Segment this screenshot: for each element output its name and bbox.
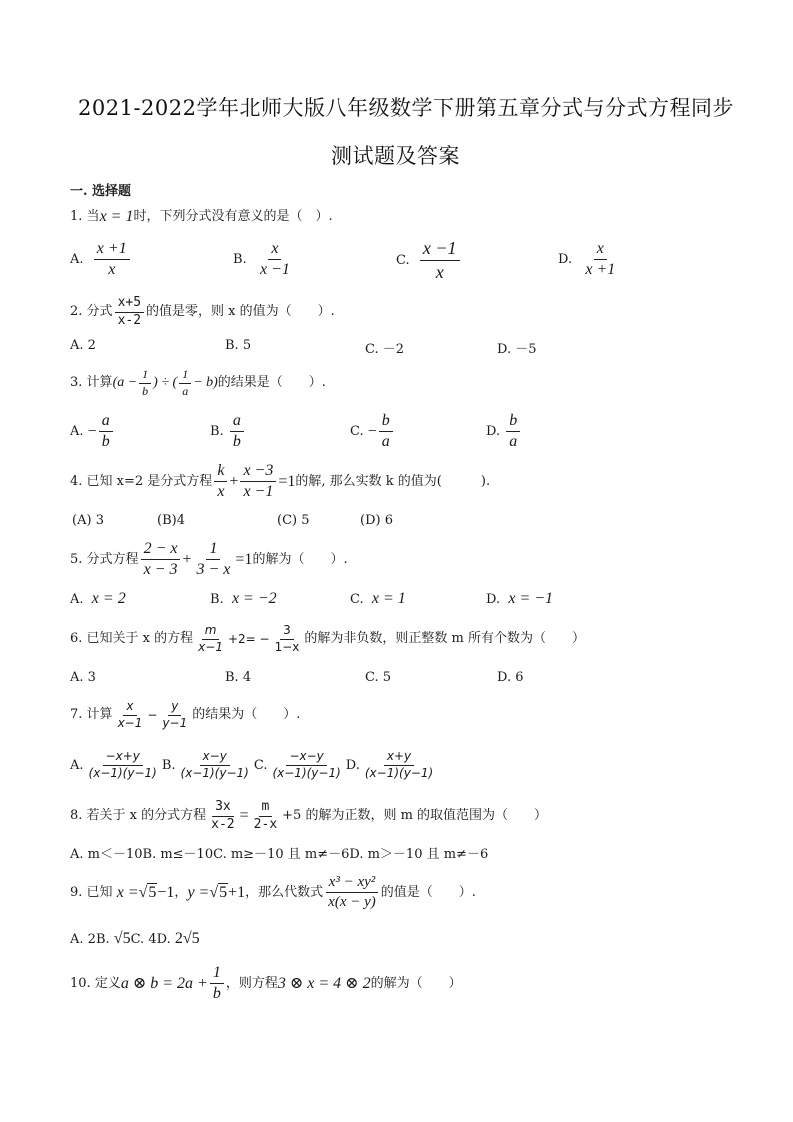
sqrt-symbol: √5 bbox=[209, 883, 228, 901]
q9-option-d[interactable]: D. 2√5 bbox=[156, 930, 200, 947]
question-5: 5. 分式方程 $\frac{2 - x}{x - 3}$ + $\frac{1}{3 - x}$ =1 的解为（ ）. bbox=[70, 540, 348, 579]
q6-option-c[interactable]: C. 5 bbox=[365, 670, 392, 685]
q9-option-c[interactable]: C. 4 bbox=[130, 931, 157, 947]
q6-option-b[interactable]: B. 4 bbox=[225, 670, 252, 685]
q1-option-d[interactable]: D. $\frac{x}{x +1}$ bbox=[558, 240, 616, 279]
q7-option-d[interactable]: D. $\frac{x+y}{(x-1)(y-1)}$ bbox=[345, 749, 434, 780]
question-number: 5. bbox=[70, 551, 83, 567]
q4-option-d[interactable]: (D) 6 bbox=[360, 513, 393, 528]
section-heading: 一. 选择题 bbox=[70, 184, 132, 199]
question-2: 2. 分式 $\frac{x+5}{x-2}$ 的值是零，则 x 的值为（ ）. bbox=[70, 295, 335, 328]
question-8: 8. 若关于 x 的分式方程 $\frac{3x}{x-2}$ = $\frac{m}{2-x}$ +5 的解为正数，则 m 的取值范围为（ ） bbox=[70, 799, 548, 832]
question-number: 7. bbox=[70, 707, 83, 723]
q2-option-c[interactable]: C. －2 bbox=[365, 342, 405, 357]
q1-option-c[interactable]: C. $\frac{x -1}{x}$ bbox=[396, 238, 462, 282]
question-7: 7. 计算 $\frac{x}{x-1}$ − $\frac{y}{y-1}$ 的结果为（ ）. bbox=[70, 699, 301, 730]
q4-option-c[interactable]: (C) 5 bbox=[277, 513, 310, 528]
q3-option-b[interactable]: B. $\frac{a}{b}$ bbox=[210, 412, 246, 452]
q2-option-a[interactable]: A. 2 bbox=[70, 338, 96, 353]
question-number: 8. bbox=[70, 808, 83, 824]
q4-option-b[interactable]: (B)4 bbox=[157, 513, 185, 528]
q7-options bbox=[70, 750, 438, 781]
q5-option-d[interactable]: D. x = −1 bbox=[486, 590, 554, 607]
q4-option-a[interactable]: (A) 3 bbox=[72, 513, 104, 528]
q9-option-a[interactable]: A. 2 bbox=[70, 931, 96, 947]
q2-option-b[interactable]: B. 5 bbox=[225, 338, 252, 353]
q5-option-b[interactable]: B. x = −2 bbox=[210, 590, 277, 607]
question-number: 1. bbox=[70, 209, 83, 224]
question-6: 6. 已知关于 x 的方程 $\frac{m}{x-1}$ +2= − $\frac{3}{1-x}$ 的解为非负数，则正整数 m 所有个数为（ ） bbox=[70, 623, 585, 654]
question-number: 4. bbox=[70, 473, 83, 489]
question-4: 4. 已知 x=2 是分式方程 $\frac{k}{x}$ + $\frac{x -3}{x -1}$ =1 的解, 那么实数 k 的值为( ). bbox=[70, 462, 491, 501]
q3-option-a[interactable]: A. − $\frac{a}{b}$ bbox=[70, 412, 115, 452]
question-number: 9. bbox=[70, 884, 83, 900]
q6-option-d[interactable]: D. 6 bbox=[497, 670, 524, 685]
question-1: 1. 当 x = 1 时，下列分式没有意义的是（ ）. bbox=[70, 208, 333, 225]
q1-option-b[interactable]: B. $\frac{x}{x -1}$ bbox=[233, 240, 290, 279]
q3-option-c[interactable]: C. − $\frac{b}{a}$ bbox=[350, 412, 395, 452]
sqrt-symbol: √5 bbox=[138, 883, 157, 901]
q7-option-b[interactable]: B. $\frac{x-y}{(x-1)(y-1)}$ bbox=[161, 749, 249, 780]
q6-option-a[interactable]: A. 3 bbox=[70, 670, 96, 685]
q7-option-a[interactable]: A. $\frac{-x+y}{(x-1)(y-1)}$ bbox=[70, 749, 157, 780]
document-title-line2: 测试题及答案 bbox=[331, 144, 460, 168]
question-number: 10. bbox=[70, 975, 91, 991]
q9-option-b[interactable]: B. √5 bbox=[95, 930, 131, 947]
q5-option-c[interactable]: C. x = 1 bbox=[350, 590, 406, 607]
q7-option-c[interactable]: C. $\frac{-x-y}{(x-1)(y-1)}$ bbox=[253, 749, 341, 780]
q9-options bbox=[70, 930, 200, 948]
question-9: 9. 已知 x = √5 −1 ， y = √5 +1 ，那么代数式 $\frac{\text{x³ − xy²}}{x(x - y)}$ 的值是（ ）. bbox=[70, 874, 476, 911]
q5-option-a[interactable]: A. x = 2 bbox=[70, 590, 126, 607]
math-expression: x = 1 bbox=[99, 208, 134, 225]
question-number: 3. bbox=[70, 375, 83, 391]
q3-option-d[interactable]: D. $\frac{b}{a}$ bbox=[486, 412, 522, 452]
document-title-line1: 2021-2022学年北师大版八年级数学下册第五章分式与分式方程同步 bbox=[78, 96, 734, 120]
q2-option-d[interactable]: D. －5 bbox=[497, 342, 537, 357]
q1-option-a[interactable]: A. $\frac{x +1}{x}$ bbox=[70, 240, 132, 280]
question-10: 10. 定义 a ⊗ b = 2a + $\frac{1}{b}$ ，则方程 3 ⊗ x = 4 ⊗ 2 的解为（ ） bbox=[70, 964, 462, 1003]
q8-options[interactable]: A. m＜－10B. m≤－10C. m≥－10 且 m≠－6D. m＞－10 且 m≠－6 bbox=[70, 847, 489, 862]
question-number: 2. bbox=[70, 304, 83, 320]
question-3: 3. 计算 (a − $\frac{1}{b}$ ) ÷ ( $\frac{1}{a}$ − b) 的结果是（ ）. bbox=[70, 367, 326, 398]
question-number: 6. bbox=[70, 631, 83, 647]
